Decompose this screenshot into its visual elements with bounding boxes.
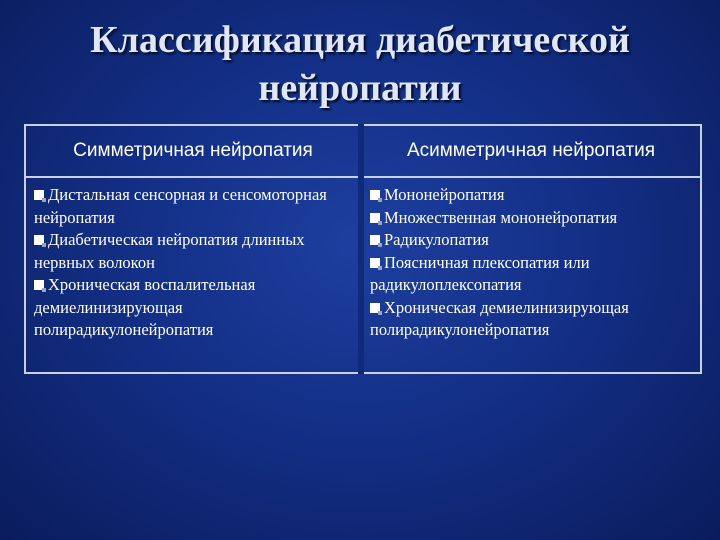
list-item-text: Дистальная сенсорная и сенсомоторная нейропатия (34, 185, 327, 227)
list-item-text: Мононейропатия (384, 185, 505, 204)
square-bullet-icon (370, 303, 380, 313)
list-item (34, 274, 352, 342)
square-bullet-icon (34, 280, 44, 290)
column-gap-divider (358, 124, 364, 374)
list-item (370, 229, 692, 252)
list-item-text: Радикулопатия (384, 230, 489, 249)
list-item-text: Поясничная плексопатия или радикулоплексопатия (370, 252, 590, 294)
square-bullet-icon (34, 190, 44, 200)
square-bullet-icon (370, 235, 380, 245)
header-asymmetric: Асимметричная нейропатия (360, 124, 702, 178)
symmetric-list-cell (24, 178, 360, 374)
asymmetric-list (362, 178, 700, 342)
list-item-text: Диабетическая нейропатия длинных нервных волокон (34, 230, 305, 272)
square-bullet-icon (370, 190, 380, 200)
slide-title (40, 16, 680, 112)
header-symmetric: Симметричная нейропатия (24, 124, 360, 178)
square-bullet-icon (34, 235, 44, 245)
asymmetric-list-cell (360, 178, 702, 374)
slide-title-line-2: нейропатии (258, 67, 462, 109)
list-item-text: Множественная мононейропатия (384, 207, 618, 227)
list-item (34, 184, 352, 229)
slide-title-line-1: Классификация диабетической (90, 19, 630, 61)
list-item-text: Хроническая воспалительная демиелинизирующая полирадикулонейропатия (34, 275, 256, 339)
list-item (370, 184, 692, 207)
list-item-text: Хроническая демиелинизирующая полирадикулонейропатия (370, 297, 629, 339)
list-item (34, 229, 352, 274)
list-item (370, 297, 692, 342)
list-item (370, 207, 692, 230)
classification-table (24, 124, 702, 374)
list-item (370, 252, 692, 297)
square-bullet-icon (370, 258, 380, 268)
symmetric-list (26, 178, 360, 342)
square-bullet-icon (370, 213, 380, 223)
